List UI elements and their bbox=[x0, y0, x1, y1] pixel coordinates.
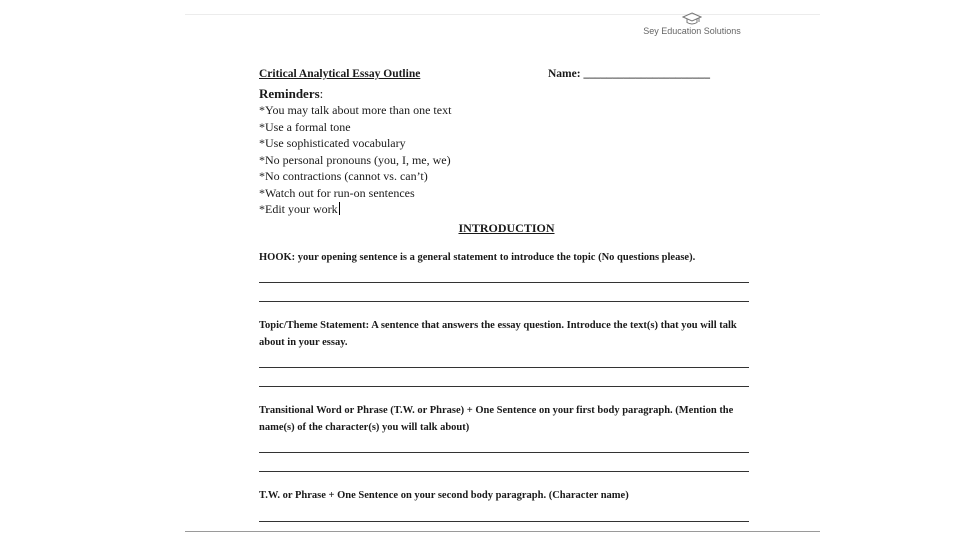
section-title-introduction: INTRODUCTION bbox=[458, 220, 555, 235]
answer-line[interactable] bbox=[259, 377, 749, 387]
reminder-item: *No personal pronouns (you, I, me, we) bbox=[259, 152, 451, 167]
prompt-text: Topic/Theme Statement: A sentence that answers the essay question. Introduce the text(s) that you will talk about in your essay. bbox=[259, 320, 737, 348]
reminders-colon: : bbox=[319, 86, 324, 101]
prompt-text: Transitional Word or Phrase (T.W. or Phrase) + One Sentence on your first body paragraph. (Mention the name(s) of the character(s) you will talk about) bbox=[259, 405, 734, 433]
name-field[interactable]: Name: ______________________ bbox=[548, 68, 710, 80]
answer-line[interactable] bbox=[259, 462, 749, 472]
answer-line[interactable] bbox=[259, 273, 749, 283]
document-body[interactable] bbox=[259, 68, 754, 522]
prompt-text: HOOK: your opening sentence is a general statement to introduce the topic (No questions please). bbox=[259, 251, 696, 263]
reminder-item: *You may talk about more than one text bbox=[259, 103, 452, 117]
document-title: Critical Analytical Essay Outline bbox=[259, 68, 421, 80]
reminder-item: *No contractions (cannot vs. can’t) bbox=[259, 169, 428, 183]
reminders-heading-text: Reminders bbox=[259, 86, 320, 101]
answer-line[interactable] bbox=[259, 443, 749, 453]
reminder-item: *Use sophisticated vocabulary bbox=[259, 136, 406, 150]
page-bottom-edge bbox=[185, 531, 820, 532]
reminder-item-text: *Edit your work bbox=[259, 202, 338, 216]
prompt-block-second-body bbox=[259, 488, 754, 522]
prompt-text: T.W. or Phrase + One Sentence on your second body paragraph. (Character name) bbox=[259, 490, 629, 501]
answer-line[interactable] bbox=[259, 292, 749, 302]
answer-line[interactable] bbox=[259, 512, 749, 522]
prompt-block-first-body bbox=[259, 403, 754, 472]
reminder-item-last bbox=[259, 201, 754, 218]
text-cursor bbox=[339, 202, 340, 215]
graduation-cap-icon bbox=[682, 12, 702, 26]
reminders-heading bbox=[259, 85, 754, 102]
prompt-block-topic bbox=[259, 318, 754, 387]
brand-logo bbox=[640, 12, 744, 36]
prompt-block-hook bbox=[259, 250, 754, 303]
reminders-list bbox=[259, 102, 754, 218]
reminder-item: *Use a formal tone bbox=[259, 119, 351, 134]
answer-line[interactable] bbox=[259, 358, 749, 368]
title-row bbox=[259, 68, 754, 84]
brand-name: Sey Education Solutions bbox=[643, 26, 741, 36]
reminder-item: *Watch out for run-on sentences bbox=[259, 185, 415, 200]
